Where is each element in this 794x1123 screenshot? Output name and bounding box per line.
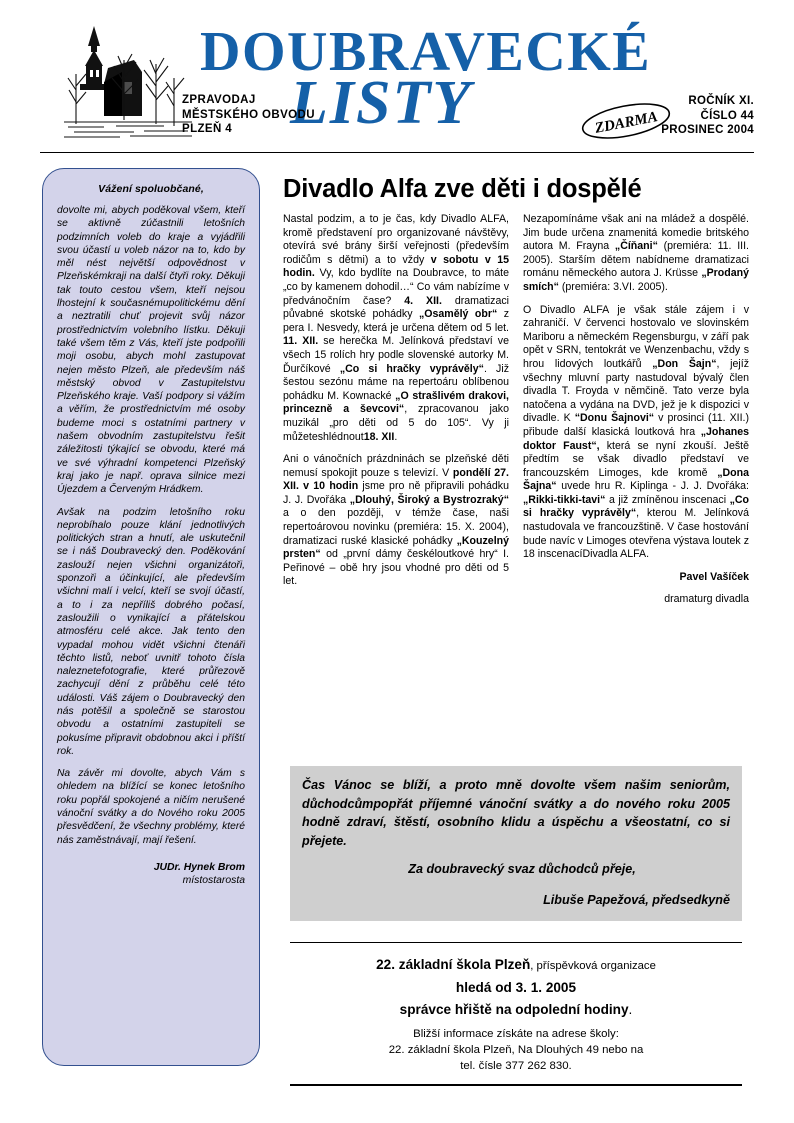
issue-info [661,94,754,138]
article-emphasis: 11. XII. [283,335,319,348]
article-emphasis: „O strašlivém drakovi, princezně a ševcovi“ [283,389,509,416]
article-emphasis: „Don Šajn“ [652,357,717,370]
article-text: Ani o vánočních prázdninách se plzeňské děti nemusí spokojit pouze s televizí. V [283,453,509,479]
advert-content [290,943,742,1084]
subtitle-line-1: ZPRAVODAJ [182,94,256,106]
greeting-signature: Libuše Papežová, předsedkyně [543,892,730,907]
advert-org-type: , příspěvková organizace [530,960,656,973]
masthead-title-line2: LISTY [290,69,473,137]
seniors-greeting-box [290,766,742,921]
article-text: O Divadlo ALFA je však stále zájem i v zahraničí. V červenci hostovalo ve slovinském Mariboru a německém Regensburgu, v září pak opět v SRN, tentokrát ve Wenzenbachu, vždy s hrou lidových loutkářů [523,303,749,370]
sidebar-paragraph: dovolte mi, abych poděkoval všem, kteří se aktivně zúčastnili letošních podzimních voleb do kraje a vyjádřili svou účastí u voleb názor na to, kdo by měl nést největší odpovědnost v Plzeňskémkraji na další čtyři roky. Děkuji tak touto cestou všem, kteří nejsou lhostejní k současnémupolitickému dění a neztratili chuť projevit svůj názor prostřednictvím volebního lístku. Děkuji také všem těm z Vás, kteří jste podpořili moji osobu, abych mohl zastupovat nejen město Plzeň, ale především náš městský obvod v Zastupitelstvu Plzeňského kraje. Vaší podpory si vážím a věřím, že prostřednictvím mé osoby budeme moci s ostatními partnery v našem obvodním zastupitelstvu řešit záležitosti týkající se obvodu, které má ve své výhradní kompetenci Plzeňský kraj jako je např. oprava silnice mezi Újezdem a Červeným Hrádkem. [57,205,245,496]
article-emphasis: „Rikki-tikki-tavi“ [523,493,606,506]
article-text: jsme pro ně připravili pohádku J. J. Dvořáka [283,480,509,506]
greeting-middle: Za doubravecký svaz důchodců přeje, [408,862,636,876]
masthead-title-line1: DOUBRAVECKÉ [200,21,652,83]
article-text: a o den později, v témže čase, naši repertoárovou novinku (premiéra: 15. X. 2004), dramatizaci ruské klasické pohádky [283,507,509,547]
advert-school-name: 22. základní škola Plzeň [376,957,531,973]
article-emphasis: „Co si hračky vyprávěly“ [339,362,484,375]
masthead-divider [40,152,754,153]
article-signature-role: dramaturg divadla [664,592,749,605]
greeting-body: Čas Vánoc se blíží, a proto mně dovolte všem našim seniorům, důchodcůmpopřát příjemné vánoční svátky a do nového roku 2005 hodně zdraví, štěstí, osobního klidu a úspěchu a všeostatní, co si přejete. [302,778,730,848]
article-emphasis: „Co si hračky vyprávěly“ [523,493,749,520]
article-text: , kterou M. Jelínková nastudovala ve francouzštině. V čase hostování bude navíc v Limoges otevřena výstava loutek z 18 inscenacíDivadla ALFA. [523,507,749,561]
sidebar-body [57,204,245,847]
advert-position: správce hřiště na odpolední hodiny [399,1002,629,1018]
sidebar-paragraph: Avšak na podzim letošního roku neprobíhalo pouze klání jednotlivých politických stran a hnutí, ale uskutečnil se i náš Doubravecký den. Poděkování zaslouží nejen všichni organizátoři, sponzoři a účinkující, ale především všichni malí i velcí, kteří se svojí účastí, a to i za nepříliš dobrého počasí, zasloužili o vynikající a přátelskou atmosféru celé akce. Jak tento den vypadal mohou vidět všichni čtenáři těchto listů, neboť uvnitř tohoto čísla naleznetefotografie, které průřezově zachycují dění z průběhu celé této události. Váš zájem o Doubravecký den nás potěšil a společně se starostou obvodu a ostatními zastupiteli se pokusíme připravit obdobnou akci i příští rok. [57,506,245,757]
issue-volume: ROČNÍK XI. [688,95,754,107]
article-text: dramatizaci půvabné skotské pohádky [283,294,509,321]
advert-info-3: tel. čísle 377 262 830. [460,1060,572,1073]
article-emphasis: „Dona Šajna“ [523,466,749,493]
school-advert [290,942,742,1086]
sidebar-paragraph: Na závěr mi dovolte, abych Vám s ohledem na blížící se konec letošního roku popřál spokojené a ničím nerušené vánoční svátky a do Nového roku 2005 přesvědčení, že všechny problémy, které nás zaměstnávají, mají řešení. [57,768,245,846]
article-columns [283,213,749,615]
article-text: Vy, kdo bydlíte na Doubravce, to máte „co by kamenem dohodil…“ Co vám nabízíme v předvánočním čase? [283,267,509,307]
article-title: Divadlo Alfa zve děti i dospělé [283,175,642,203]
article-column-left [283,213,509,615]
subtitle-line-3: PLZEŇ 4 [182,123,233,135]
article-text: z pera I. Nesvedy, která je určena dětem od 5 let. [283,308,509,334]
advert-line-3 [290,1000,742,1020]
article-text: (premiéra: 3.VI. 2005). [558,280,668,293]
article-text: , jejíž všechny mluvní party nastudoval bývalý člen divadla T. Froyda v němčině. Tato verze byla natočena a vydána na DVD, jež je k dispozici v divadle. K [523,357,749,425]
article-emphasis: 18. XII [363,430,395,443]
article-text: v prosinci (11. XII.) přibude další klasická loutková hra [523,412,750,438]
article-emphasis: „Kouzelný prsten“ [283,534,509,561]
editorial-sidebar [42,168,260,1066]
article-text: (premiéra: 11. III. 2005). Starším dětem nabídneme dramatizaci románu německého autora J. Krüsse [523,240,749,280]
article-text: a již zmíněnou inscenaci [605,493,730,506]
article-emphasis: „Johanes doktor Faust“, [523,425,749,452]
svg-text:ZDARMA: ZDARMA [593,109,660,137]
sidebar-signature-name: JUDr. Hynek Brom [153,861,245,873]
zdarma-stamp [580,102,672,140]
article-text: od „první dámy českéloutkové hry“ I. Peřinové – obě hry jsou vhodné pro děti od 5 let. [283,548,509,588]
masthead-subtitle [182,93,315,137]
issue-date: PROSINEC 2004 [661,124,754,136]
article-emphasis: „Prodaný smích“ [523,267,749,293]
article-paragraph [523,213,749,295]
article-emphasis: 4. XII. [404,294,442,307]
main-article [283,168,749,615]
article-text: Nastal podzim, a to je čas, kdy Divadlo ALFA, kromě představení pro organizované návštěvy, otevírá své brány širší veřejnosti (především rodičům s dětmi) a to vždy [283,213,509,266]
advert-bottom-rule [290,1084,742,1085]
article-emphasis: “Donu Šajnovi“ [574,412,655,425]
article-text: Nezapomínáme však ani na mládež a dospělé. Jim bude určena znamenitá komedie britského autora M. Frayna [523,213,749,253]
advert-line-1 [290,955,742,976]
advert-period: . [628,1002,633,1018]
article-text: která se nyní zkouší. Ještě předtím se však divadlo představí ve francouzském Limoges, kde kromě [523,439,749,479]
article-signature-name: Pavel Vašíček [679,570,749,583]
article-text: se herečka M. Jelínková představí ve všech 15 rolích hry podle slovenské autorky M. Ďurčíkové [283,335,509,375]
article-text: . Již šestou sezónu máme na repertoáru oblíbenou pohádku M. Kownacké [283,362,509,402]
sidebar-signature-role: místostarosta [182,874,245,886]
advert-info-2: 22. základní škola Plzeň, Na Dlouhých 49 nebo na [388,1044,644,1057]
masthead [40,18,754,148]
article-paragraph [523,304,749,562]
sidebar-heading: Vážení spoluobčané, [98,183,204,195]
article-text: , zpracovanou jako muzikál „pro děti od 5 do 105“. Vy ji můžeteshlédnout [283,403,509,443]
article-emphasis: „Osamělý obr“ [418,308,498,321]
issue-number: ČÍSLO 44 [700,109,754,122]
church-engraving-logo [64,20,192,140]
subtitle-line-2: MĚSTSKÉHO OBVODU [182,108,315,121]
article-text: . [394,430,398,443]
article-emphasis: v sobotu v 15 hodin. [283,253,510,280]
advert-info-1: Bližší informace získáte na adrese školy: [413,1028,619,1041]
article-paragraph [283,453,509,589]
article-emphasis: pondělí 27. XII. v 10 hodin [283,466,509,493]
article-text: uvede hru R. Kiplinga - J. J. Dvořáka: [556,480,749,493]
article-paragraph [283,213,509,444]
article-emphasis: „Dlouhý, Široký a Bystrozraký“ [349,493,509,506]
article-emphasis: „Číňani“ [614,240,658,253]
article-column-right [523,213,749,615]
advert-line-2: hledá od 3. 1. 2005 [455,980,577,996]
